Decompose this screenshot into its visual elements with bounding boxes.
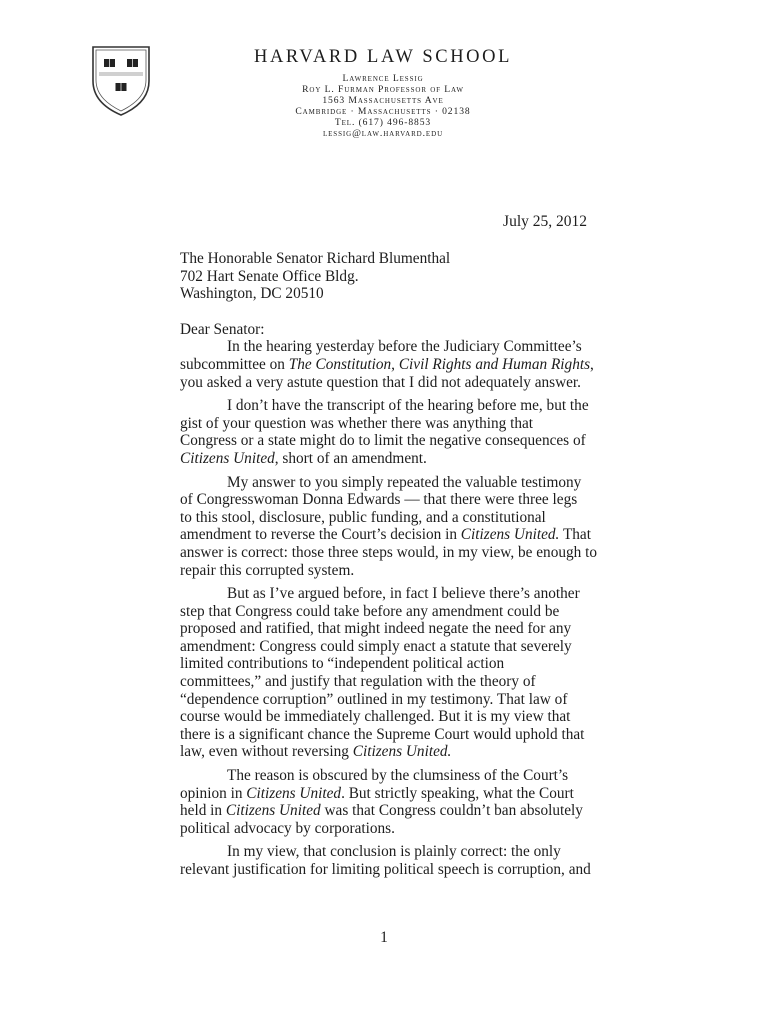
sender-phone: Tel. (617) 496-8853 <box>334 117 432 128</box>
paragraph-5: The reason is obscured by the clumsiness of the Court’s opinion in Citizens United. But strictly speaking, what the Court held in Citizens United was that Congress couldn’t ban absolutely political advocacy by corporations. <box>180 767 583 837</box>
paragraph-1: In the hearing yesterday before the Judiciary Committee’s subcommittee on The Constitution, Civil Rights and Human Rights, you asked a very astute question that I did not adequately answer. <box>180 338 594 391</box>
paragraph-4: But as I’ve argued before, in fact I believe there’s another step that Congress could take before any amendment could be proposed and ratified, that might indeed negate the need for any amendment: Congress could simply enact a statute that severely limited contributions to “independent political action committees,” and justify that regulation with the theory of “dependence corruption” outlined in my testimony. That law of course would be immediately challenged. But it is my view that there is a significant chance the Supreme Court would uphold that law, even without reversing Citizens United. <box>180 585 585 761</box>
school-name: HARVARD LAW SCHOOL <box>254 47 512 67</box>
sender-email[interactable]: lessig@law.harvard.edu <box>322 128 444 139</box>
page-number: 1 <box>380 929 388 946</box>
sender-name: Lawrence Lessig <box>342 73 424 84</box>
recipient-street: 702 Hart Senate Office Bldg. <box>180 267 359 285</box>
recipient-name: The Honorable Senator Richard Blumenthal <box>180 250 451 267</box>
paragraph-6: In my view, that conclusion is plainly correct: the only relevant justification for limiting political speech is corruption, and <box>180 843 591 878</box>
sender-address-street: 1563 Massachusetts Ave <box>322 95 444 106</box>
harvard-shield-icon <box>91 45 151 117</box>
letterhead <box>190 46 576 139</box>
recipient-city: Washington, DC 20510 <box>180 285 324 303</box>
paragraph-2: I don’t have the transcript of the hearing before me, but the gist of your question was whether there was anything that Congress or a state might do to limit the negative consequences of Citizens United, short of an amendment. <box>180 397 589 467</box>
salutation: Dear Senator: <box>180 320 265 338</box>
letter-date: July 25, 2012 <box>503 213 587 230</box>
sender-title: Roy L. Furman Professor of Law <box>302 84 464 95</box>
recipient-address <box>180 250 590 303</box>
letter-body <box>180 250 598 885</box>
sender-address-city: Cambridge · Massachusetts · 02138 <box>295 106 471 117</box>
paragraph-3: My answer to you simply repeated the valuable testimony of Congresswoman Donna Edwards — that there were three legs to this stool, disclosure, public funding, and a constitutional amendment to reverse the Court’s decision in Citizens United. That answer is correct: those three steps would, in my view, be enough to repair this corrupted system. <box>180 473 598 579</box>
